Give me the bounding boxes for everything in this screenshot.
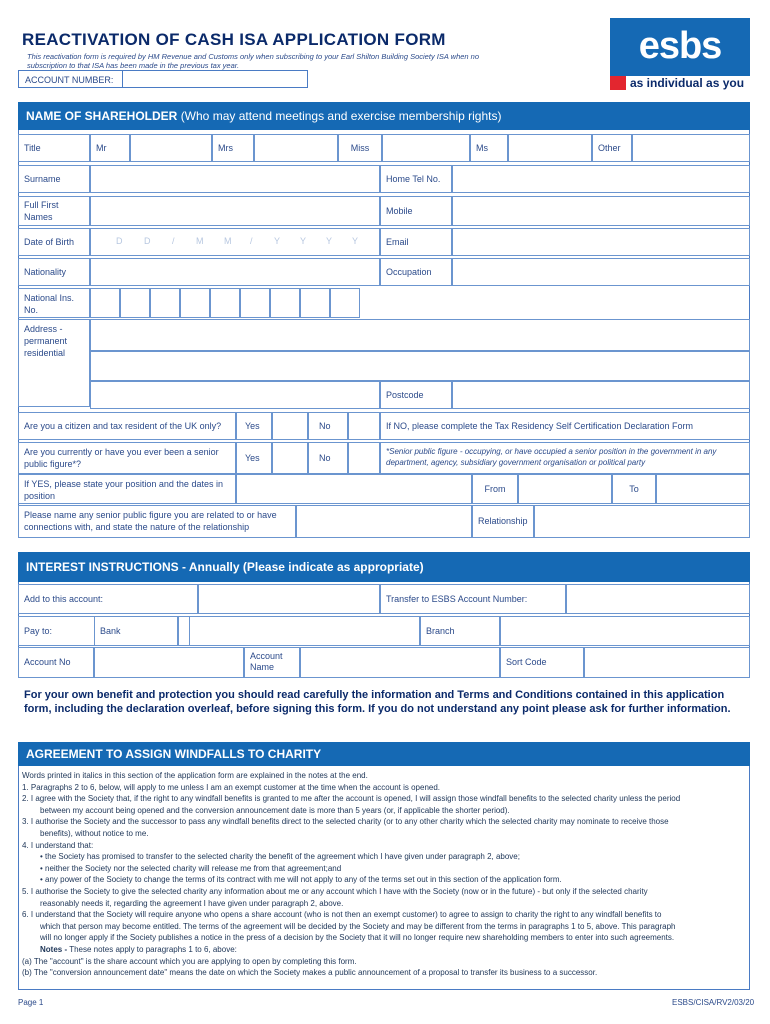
from-label: From <box>472 474 518 504</box>
to-date-input[interactable] <box>656 474 750 504</box>
title-option-other[interactable]: Other <box>592 134 632 162</box>
title-option-mrs[interactable]: Mrs <box>212 134 254 162</box>
agreement-text <box>22 770 747 979</box>
branch-input[interactable] <box>500 616 750 646</box>
national-ins-box-8[interactable] <box>300 288 330 318</box>
transfer-account-input[interactable] <box>566 584 750 614</box>
dob-label: Date of Birth <box>18 228 90 256</box>
title-checkbox-mr[interactable] <box>130 134 212 162</box>
dob-placeholder-d2: D <box>144 236 151 246</box>
surname-label: Surname <box>18 165 90 193</box>
related-public-figure-question: Please name any senior public figure you are related to or have connections with, and state the nature of the relationship <box>18 505 296 538</box>
agreement-para-6a: 6. I understand that the Society will require anyone who opens a share account (who is not then an exempt customer) to agree to assign to charity the right to any windfall benefits to <box>22 910 662 920</box>
uk-resident-question: Are you a citizen and tax resident of the UK only? <box>18 412 236 440</box>
uk-resident-no-checkbox[interactable] <box>348 412 380 440</box>
mobile-input[interactable] <box>452 196 750 226</box>
page-number: Page 1 <box>18 998 44 1007</box>
public-figure-no-checkbox[interactable] <box>348 442 380 474</box>
national-ins-box-6[interactable] <box>240 288 270 318</box>
national-ins-label: National Ins. No. <box>18 288 90 318</box>
logo-red-bar <box>610 76 626 90</box>
full-first-names-input[interactable] <box>90 196 380 226</box>
agreement-para-2b: between my account being opened and the conversion announcement date is more than 5 years (or, if applicable the shorter period). <box>40 805 510 815</box>
position-input[interactable] <box>236 474 472 504</box>
agreement-intro: Words printed in italics in this section of the application form are explained in the notes at the end. <box>22 771 368 780</box>
agreement-para-6b: which that person may become entitled. The terms of the agreement will be decided by the Society and may be different from the terms in paragraphs 1 to 5, above. This paragraph <box>40 921 676 931</box>
public-figure-no-label: No <box>308 442 348 474</box>
uk-resident-yes-checkbox[interactable] <box>272 412 308 440</box>
account-name-input[interactable] <box>300 647 500 678</box>
add-to-account-checkbox[interactable] <box>198 584 380 614</box>
sort-code-input[interactable] <box>584 647 750 678</box>
email-input[interactable] <box>452 228 750 256</box>
national-ins-box-7[interactable] <box>270 288 300 318</box>
title-checkbox-miss[interactable] <box>382 134 470 162</box>
address-input-line-2[interactable] <box>90 351 750 381</box>
dob-placeholder-y1: Y <box>274 236 281 246</box>
account-number-label: ACCOUNT NUMBER: <box>18 70 123 88</box>
title-other-input[interactable] <box>632 134 750 162</box>
dob-input[interactable] <box>90 228 380 256</box>
agreement-para-1: 1. Paragraphs 2 to 6, below, will apply to me unless I am an exempt customer at the time when the account is opened. <box>22 782 441 792</box>
home-tel-input[interactable] <box>452 165 750 193</box>
nationality-label: Nationality <box>18 258 90 286</box>
public-figure-yes-checkbox[interactable] <box>272 442 308 474</box>
from-date-input[interactable] <box>518 474 612 504</box>
add-to-account-label: Add to this account: <box>18 584 198 614</box>
shareholder-heading <box>18 102 750 130</box>
postcode-label: Postcode <box>380 381 452 409</box>
interest-heading: INTEREST INSTRUCTIONS - Annually (Please indicate as appropriate) <box>18 552 750 582</box>
agreement-para-5a: 5. I authorise the Society to give the selected charity any information about me or any account which I have with the Society (now or in the future) - but only if the selected charity <box>22 886 648 896</box>
public-figure-note: *Senior public figure - occupying, or have occupied a senior position in the government in any department, agency, subsidiary government organisation or political party <box>380 442 750 474</box>
agreement-para-6c: will no longer apply if the Society publishes a notice in the press of a decision by the Society that it will no longer require new shareholding members to enter into such agreements. <box>40 933 675 943</box>
agreement-heading: AGREEMENT TO ASSIGN WINDFALLS TO CHARITY <box>18 742 750 766</box>
form-intro: This reactivation form is required by HM Revenue and Customs only when subscribing to your Earl Shilton Building Society ISA when no subscription to that ISA has been made in the previous tax year. <box>27 52 480 70</box>
title-option-miss[interactable]: Miss <box>338 134 382 162</box>
agreement-para-3b: benefits), without notice to me. <box>40 828 149 838</box>
email-label: Email <box>380 228 452 256</box>
agreement-note-b: (b) The "conversion announcement date" means the date on which the Society makes a public announcement of a proposal to transfer its business to a successor. <box>22 968 598 978</box>
dob-placeholder-m2: M <box>224 236 232 246</box>
shareholder-heading-main: NAME OF SHAREHOLDER <box>26 109 178 123</box>
national-ins-box-9[interactable] <box>330 288 360 318</box>
dob-placeholder-y3: Y <box>326 236 333 246</box>
related-public-figure-input[interactable] <box>296 505 472 538</box>
nationality-input[interactable] <box>90 258 380 286</box>
mobile-label: Mobile <box>380 196 452 226</box>
occupation-input[interactable] <box>452 258 750 286</box>
national-ins-box-5[interactable] <box>210 288 240 318</box>
title-label: Title <box>18 134 90 162</box>
sort-code-label: Sort Code <box>500 647 584 678</box>
dob-placeholder-d1: D <box>116 236 123 246</box>
if-yes-position-label: If YES, please state your position and the dates in position <box>18 474 236 504</box>
agreement-para-4: 4. I understand that: <box>22 840 94 850</box>
agreement-bullet-3: • any power of the Society to change the terms of its contract with me will not apply to any of the terms set out in this section of the application form. <box>40 875 562 885</box>
national-ins-box-2[interactable] <box>120 288 150 318</box>
account-name-label: Account Name <box>244 647 300 678</box>
occupation-label: Occupation <box>380 258 452 286</box>
branch-label: Branch <box>420 616 500 646</box>
account-no-input[interactable] <box>94 647 244 678</box>
to-label: To <box>612 474 656 504</box>
esbs-logo: esbs <box>610 18 750 76</box>
agreement-para-2a: 2. I agree with the Society that, if the right to any windfall benefits is granted to me after the account is opened, I will assign those windfall benefits to the selected charity unless the period <box>22 794 681 804</box>
home-tel-label: Home Tel No. <box>380 165 452 193</box>
notes-text: These notes apply to paragraphs 1 to 6, above: <box>69 944 237 954</box>
dob-placeholder-sep1: / <box>172 236 175 246</box>
title-checkbox-mrs[interactable] <box>254 134 338 162</box>
address-input-line-3[interactable] <box>90 381 380 409</box>
national-ins-box-3[interactable] <box>150 288 180 318</box>
address-label: Address - permanent residential <box>18 319 90 407</box>
title-option-mr[interactable]: Mr <box>90 134 130 162</box>
agreement-note-a: (a) The "account" is the share account which you are applying to open by completing this form. <box>22 956 357 966</box>
agreement-bullet-2: • neither the Society nor the selected charity will release me from that agreement;and <box>40 863 342 873</box>
bank-input[interactable] <box>178 616 420 646</box>
account-number-input[interactable] <box>123 70 308 88</box>
title-checkbox-ms[interactable] <box>508 134 592 162</box>
relationship-label: Relationship <box>472 505 534 538</box>
postcode-input[interactable] <box>452 381 750 409</box>
form-title: REACTIVATION OF CASH ISA APPLICATION FORM <box>22 30 446 49</box>
notes-label: Notes - <box>40 944 68 954</box>
benefit-warning: For your own benefit and protection you should read carefully the information and Terms and Conditions contained in this application form, including the declaration overleaf, before signing this form. If you do not understand any point please ask for further information. <box>24 689 731 715</box>
title-option-ms[interactable]: Ms <box>470 134 508 162</box>
dob-placeholder-m1: M <box>196 236 204 246</box>
transfer-label: Transfer to ESBS Account Number: <box>380 584 566 614</box>
full-first-names-label: Full First Names <box>18 196 90 226</box>
public-figure-yes-label: Yes <box>236 442 272 474</box>
shareholder-heading-sub: (Who may attend meetings and exercise membership rights) <box>180 109 502 123</box>
public-figure-question: Are you currently or have you ever been a senior public figure*? <box>18 442 236 474</box>
agreement-notes <box>22 944 747 956</box>
national-ins-box-4[interactable] <box>180 288 210 318</box>
form-reference: ESBS/CISA/RV2/03/20 <box>672 998 755 1007</box>
bank-label: Bank <box>94 616 178 646</box>
relationship-input[interactable] <box>534 505 750 538</box>
dob-placeholder-sep2: / <box>250 236 253 246</box>
dob-placeholder-y2: Y <box>300 236 307 246</box>
uk-resident-yes-label: Yes <box>236 412 272 440</box>
if-no-instruction: If NO, please complete the Tax Residency Self Certification Declaration Form <box>380 412 750 440</box>
national-ins-box-1[interactable] <box>90 288 120 318</box>
logo-tagline: as individual as you <box>630 76 745 90</box>
account-no-label: Account No <box>18 647 94 678</box>
agreement-para-3a: 3. I authorise the Society and the successor to pass any windfall benefits direct to the selected charity (or to any other charity which the selected charity may nominate to receive those <box>22 817 669 827</box>
address-input-line-1[interactable] <box>90 319 750 351</box>
uk-resident-no-label: No <box>308 412 348 440</box>
agreement-bullet-1: • the Society has promised to transfer to the selected charity the benefit of the agreement which I have given under paragraph 2, above; <box>40 852 520 862</box>
agreement-para-5b: reasonably needs it, regarding the agreement I have given under paragraph 2, above. <box>40 898 344 908</box>
surname-input[interactable] <box>90 165 380 193</box>
dob-placeholder-y4: Y <box>352 236 359 246</box>
pay-to-label: Pay to: <box>18 616 178 646</box>
